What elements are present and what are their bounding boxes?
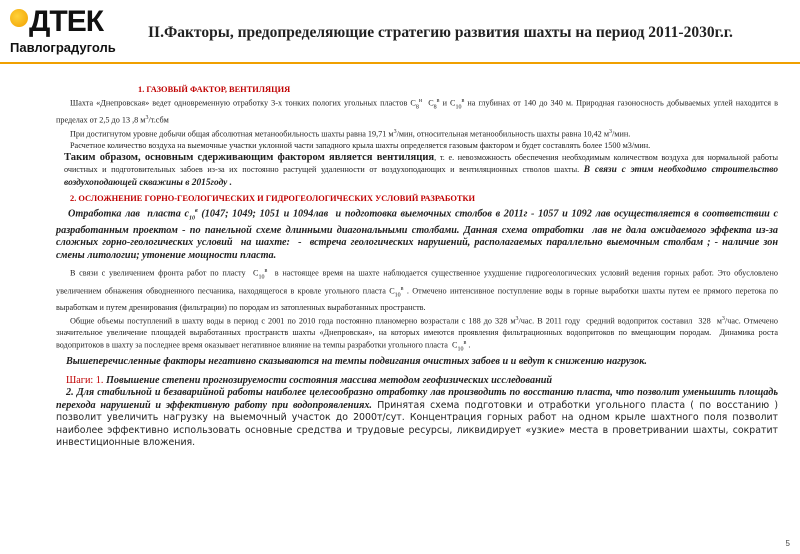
section2-bold-paragraph: Отработка лав пласта $с_{10}^в$ (1047; 1049; 1051 и 1094лав и подготовка выемочных столбов в 2011г - 1057 и 1092 лав осуществляется в соответствии с разработанным проектом - по панельной схеме длинными диагональными столбами. Данная схема отработки лав не дала ожидаемого эффекта из-за сложных горно-геологических условий на шахте: - встреча геологических нарушений, располагаемых параллельно выемочным столбам ; - наличие зон смены литологии; утонение мощности пласта. xyxy=(56,207,778,261)
page-number: 5 xyxy=(785,539,790,548)
logo-subtitle: Павлоградуголь xyxy=(10,40,116,55)
section2-paragraph-2: Общие объемы поступлений в шахту воды в период с 2001 по 2010 года постоянно планомерно возрастали с 188 до 328 $м^3$/час. В 2011 году средний водоприток составил 328 $м^3$/час. Отмечено значительное увеличение площадей выработанных пространств шахты «Днепровская», на которых имеются проявления фильтрационных водопритоков по вмещающим породам. Динамика роста водопритоков в шахту за последнее время оказывает негативное влияние на темпы разработки угольного пласта $С_{10}^в$ . xyxy=(56,315,778,353)
ventilation-conclusion: Таким образом, основным сдерживающим фактором является вентиляция xyxy=(64,152,435,164)
logo-brand: ДТЕК xyxy=(10,6,103,38)
section2-paragraph-1: В связи с увеличением фронта работ по пласту $С_{10}^в$ в настоящее время на шахте наблюдается существенное ухудшение гидрогеологических условий ведения горных работ. Это обусловлено увеличением обнажения обводненного песчаника, находящегося в кровле угольного пласта $С_{10}^в$ . Отмечено интенсивное поступление воды в горные выработки шахты путем ее прямого перетока по выработкам и путем дренирования (фильтрации) по породам из затопленных выработанных пространств. xyxy=(56,268,778,313)
section1-heading: 1. ГАЗОВЫЙ ФАКТОР, ВЕНТИЛЯЦИЯ xyxy=(138,85,291,94)
company-logo xyxy=(10,6,128,58)
document-body xyxy=(56,84,778,450)
steps-item-2: 2. Для стабильной и безаварийной работы наиболее целесообразно отработку лав производить по восстанию пласта, что позволит уменьшить площадь перехода нарушений и эффективную работу при водопроявлениях. Принятая схема подготовки и отработки угольного пласта ( по восстанию ) позволит увеличить нагрузку на выемочный участок до 2000т/сут. Концентрация горных работ на одном крыле шахтного поля позволит наиболее эффективно использовать основные средства и трудовые ресурсы, ликвидирует «узкие» места в проветривании шахты, сократит инвестиционные вложения. xyxy=(56,387,778,449)
steps-item-1: Шаги: 1. Повышение степени прогнозируемости состояния массива методом геофизических исследований xyxy=(66,374,553,386)
section2-conclusion: Вышеперечисленные факторы негативно сказываются на темпы подвигания очистных забоев и и ведут к снижению нагрузок. xyxy=(66,356,647,368)
header-divider xyxy=(0,62,800,64)
section1-paragraph-4: Таким образом, основным сдерживающим фактором является вентиляция, т. е. невозможность обеспечения необходимым количеством воздуха для нормальной работы очистных и подготовительных забоев из-за их постоянно растущей удаленности от воздухоподающих и вентиляционных стволов шахты. В связи с этим необходимо строительство воздухоподающей скважины в 2015году . xyxy=(64,152,779,188)
section1-paragraph-2: При достигнутом уровне добычи общая абсолютная метанообильность шахты равна 19,71 $м^3$/мин, относительная метанообильность шахты равна 10,42 $м^3$/мин. xyxy=(70,128,631,139)
section2-heading: 2. ОСЛОЖНЕНИЕ ГОРНО-ГЕОЛОГИЧЕСКИХ И ГИДРОГЕОЛОГИЧЕСКИХ УСЛОВИЙ РАЗРАБОТКИ xyxy=(70,194,476,204)
page-title: II.Факторы, предопределяющие стратегию развития шахты на период 2011-2030г.г. xyxy=(148,24,733,41)
section1-paragraph-1: Шахта «Днепровская» ведет одновременную отработку 3-х тонких пологих угольных пластов $С_8^н$ $С_8^в$ и $С_{10}^в$ на глубинах от 140 до 340 м. Природная газоносность добываемых углей находится в пределах от 2,5 до 13 ,8 $м^3/т.сбм$ xyxy=(56,97,779,126)
section1-paragraph-3: Расчетное количество воздуха на выемочные участки уклонной части западного крыла шахты определяется газовым фактором и будет составлять более 1500 м3/мин. xyxy=(70,140,651,150)
logo-mark-icon xyxy=(10,9,28,27)
